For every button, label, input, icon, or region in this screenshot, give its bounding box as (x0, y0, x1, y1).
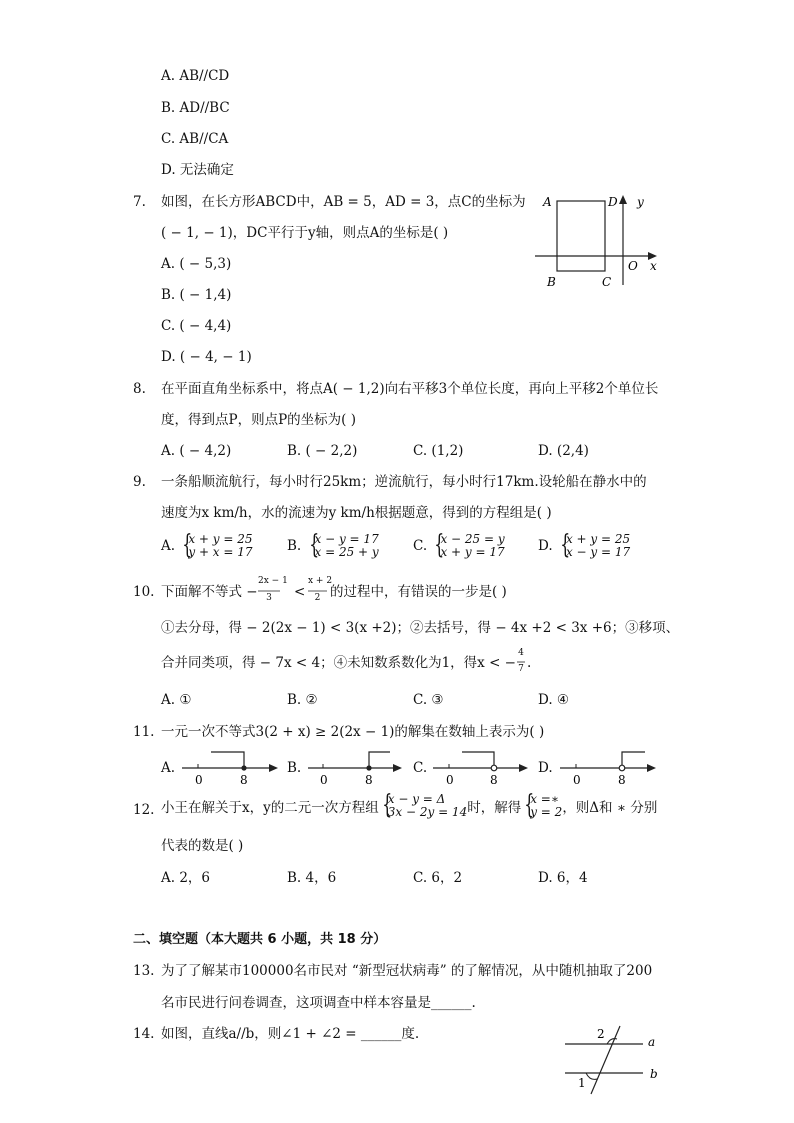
q12-option-d[interactable]: D. 6，4 (538, 870, 588, 886)
q11-option-d-label[interactable]: D. (538, 760, 553, 776)
q11-option-b-label[interactable]: B. (287, 760, 302, 776)
option-label: C. (413, 538, 428, 554)
label-a: A (543, 195, 552, 209)
q11-numberline-d (560, 752, 656, 787)
q11-option-a-label[interactable]: A. (161, 760, 176, 776)
range-left (462, 752, 494, 765)
q11-number: 11. (133, 724, 155, 740)
q12-solution-system (521, 790, 563, 820)
q7-text-line1: 如图，在长方形ABCD中，AB = 5，AD = 3，点C的坐标为 (161, 194, 526, 210)
eq-line: y + x = 17 (188, 545, 253, 559)
q10-text-line2: ①去分母，得 − 2(2x − 1) < 3(x +2)；②去括号，得 − 4x +2 < 3x +6；③移项、 (161, 620, 680, 636)
q8-number: 8. (133, 381, 146, 397)
q9-text-line2: 速度为x km/h，水的流速为y km/h根据题意，得到的方程组是( ) (161, 505, 552, 521)
eq-line: x + y = 25 (188, 532, 253, 546)
line-label-b: b (650, 1067, 658, 1081)
brace-icon: { (524, 790, 535, 820)
q12-text-mid: 时，解得 (467, 800, 522, 816)
q6-option-b[interactable]: B. AD//BC (161, 100, 230, 116)
brace-icon: { (560, 530, 571, 560)
frac3-numerator: 4 (518, 648, 524, 658)
q7-number: 7. (133, 194, 146, 210)
eq-line: y = 2 (530, 805, 563, 819)
q6-option-a[interactable]: A. AB//CD (161, 68, 230, 84)
q12-option-c[interactable]: C. 6，2 (413, 870, 463, 886)
label-o: O (628, 259, 638, 273)
transversal (591, 1026, 620, 1094)
eq-line: x − y = 17 (314, 532, 379, 546)
q14-text: 如图，直线a//b，则∠1 + ∠2 = ______度. (161, 1026, 420, 1042)
option-label: D. (538, 538, 553, 554)
eq-line: x =∗ (530, 792, 559, 806)
q12-option-a[interactable]: A. 2，6 (161, 870, 211, 886)
q7-option-d[interactable]: D. ( − 4, − 1) (161, 349, 252, 365)
section-2-heading: 二、填空题（本大题共 6 小题，共 18 分） (133, 932, 387, 947)
q12-text-post: ，则Δ和 ∗ 分别 (562, 800, 658, 816)
q10-less-than: < (294, 584, 306, 600)
equation-system (431, 530, 505, 560)
angle-label-2: 2 (597, 1027, 605, 1041)
q13-number: 13. (133, 963, 155, 979)
q10-text-line3: 合并同类项，得 − 7x < 4；④未知数系数化为1，得x < − (161, 655, 516, 671)
label-b: B (547, 275, 556, 289)
q10-text-pre: 下面解不等式 − (161, 584, 258, 600)
q6-option-c[interactable]: C. AB//CA (161, 131, 229, 147)
q8-option-a[interactable]: A. ( − 4,2) (161, 443, 232, 459)
q7-option-a[interactable]: A. ( − 5,3) (161, 256, 232, 272)
angle-2-arc (607, 1039, 617, 1044)
axis-arrow (647, 764, 656, 772)
tick-label-8: 8 (490, 773, 498, 787)
q13-text-line2: 名市民进行问卷调查，这项调查中样本容量是______. (161, 995, 476, 1011)
option-label: B. (287, 538, 302, 554)
q11-numberline-c (433, 752, 528, 787)
eq-line: 3x − 2y = 14 (387, 805, 468, 819)
rectangle-abcd (557, 201, 605, 271)
q14-parallel-lines-figure (565, 1026, 658, 1094)
q11-text: 一元一次不等式3(2 + x) ≥ 2(2x − 1)的解集在数轴上表示为( ) (161, 724, 545, 740)
y-axis-arrow (619, 195, 627, 204)
equation-system (557, 530, 631, 560)
frac2-numerator: x + 2 (308, 576, 333, 586)
equation-system (306, 530, 379, 560)
axis-arrow (393, 764, 402, 772)
q11-numberline-b (308, 752, 402, 787)
q12-text-line2: 代表的数是( ) (161, 838, 244, 854)
q10-option-d[interactable]: D. ④ (538, 692, 570, 708)
eq-line: x = 25 + y (314, 545, 379, 559)
q13-text-line1: 为了了解某市100000名市民对 “新型冠状病毒” 的了解情况，从中随机抽取了200 (161, 963, 653, 979)
q10-text-line3-end: . (527, 655, 532, 671)
label-x: x (650, 259, 657, 273)
tick-label-8: 8 (618, 773, 626, 787)
q12-text-line1 (161, 790, 658, 820)
line-label-a: a (648, 1035, 656, 1049)
q12-equation-system (379, 790, 468, 820)
q12-number: 12. (133, 802, 155, 818)
q12-text-pre: 小王在解关于x，y的二元一次方程组 (161, 800, 379, 816)
q9-text-line1: 一条船顺流航行，每小时行25km；逆流航行，每小时行17km.设轮船在静水中的 (161, 474, 647, 490)
q10-option-a[interactable]: A. ① (161, 692, 192, 708)
q8-text-line2: 度，得到点P，则点P的坐标为( ) (161, 412, 356, 428)
q10-text-post: 的过程中，有错误的一步是( ) (330, 584, 507, 600)
brace-icon: { (182, 530, 193, 560)
eq-line: x − y = Δ (387, 792, 446, 806)
equation-system (179, 530, 253, 560)
q8-option-c[interactable]: C. (1,2) (413, 443, 464, 459)
open-dot (491, 765, 497, 771)
option-label: A. (161, 538, 176, 554)
q9-option-b[interactable] (287, 530, 379, 560)
frac1-denominator: 3 (266, 593, 272, 603)
q9-number: 9. (133, 474, 146, 490)
frac3-denominator: 7 (518, 664, 524, 674)
range-right (622, 752, 645, 765)
q14-number: 14. (133, 1026, 155, 1042)
label-c: C (602, 275, 612, 289)
brace-icon: { (434, 530, 445, 560)
q7-rectangle-figure (535, 195, 657, 289)
label-d: D (608, 195, 618, 209)
tick-label-0: 0 (195, 773, 203, 787)
q6-option-d[interactable]: D. 无法确定 (161, 162, 234, 178)
q7-option-b[interactable]: B. ( − 1,4) (161, 287, 232, 303)
q8-text-line1: 在平面直角坐标系中，将点A( − 1,2)向右平移3个单位长度，再向上平移2个单位长 (161, 381, 659, 397)
label-y: y (637, 195, 644, 209)
eq-line: x − y = 17 (565, 545, 631, 559)
brace-icon: { (308, 530, 319, 560)
frac2-denominator: 2 (314, 593, 321, 603)
open-dot (619, 765, 625, 771)
eq-line: x − 25 = y (440, 532, 505, 546)
axis-arrow (269, 764, 278, 772)
q8-option-d[interactable]: D. (2,4) (538, 443, 589, 459)
tick-label-8: 8 (365, 773, 373, 787)
tick-label-0: 0 (573, 773, 581, 787)
tick-label-0: 0 (320, 773, 328, 787)
tick-label-0: 0 (446, 773, 454, 787)
angle-label-1: 1 (578, 1076, 586, 1090)
q11-numberline-a (182, 752, 278, 787)
frac1-numerator: 2x − 1 (258, 576, 288, 586)
q10-number: 10. (133, 584, 155, 600)
q10-option-b[interactable]: B. ② (287, 692, 318, 708)
q10-option-c[interactable]: C. ③ (413, 692, 444, 708)
q9-option-d[interactable] (538, 530, 631, 560)
eq-line: x + y = 17 (440, 545, 505, 559)
eq-line: x + y = 25 (565, 532, 631, 546)
q9-option-a[interactable] (161, 530, 253, 560)
axis-arrow (519, 764, 528, 772)
q12-option-b[interactable]: B. 4，6 (287, 870, 337, 886)
range-left (211, 752, 244, 768)
q7-option-c[interactable]: C. ( − 4,4) (161, 318, 232, 334)
q11-option-c-label[interactable]: C. (413, 760, 428, 776)
brace-icon: { (382, 790, 392, 820)
q7-text-line2: ( − 1, − 1)，DC平行于y轴，则点A的坐标是( ) (161, 225, 449, 241)
tick-label-8: 8 (240, 773, 248, 787)
q8-option-b[interactable]: B. ( − 2,2) (287, 443, 358, 459)
angle-1-arc (586, 1073, 597, 1079)
range-right (369, 752, 390, 768)
q9-option-c[interactable] (413, 530, 505, 560)
